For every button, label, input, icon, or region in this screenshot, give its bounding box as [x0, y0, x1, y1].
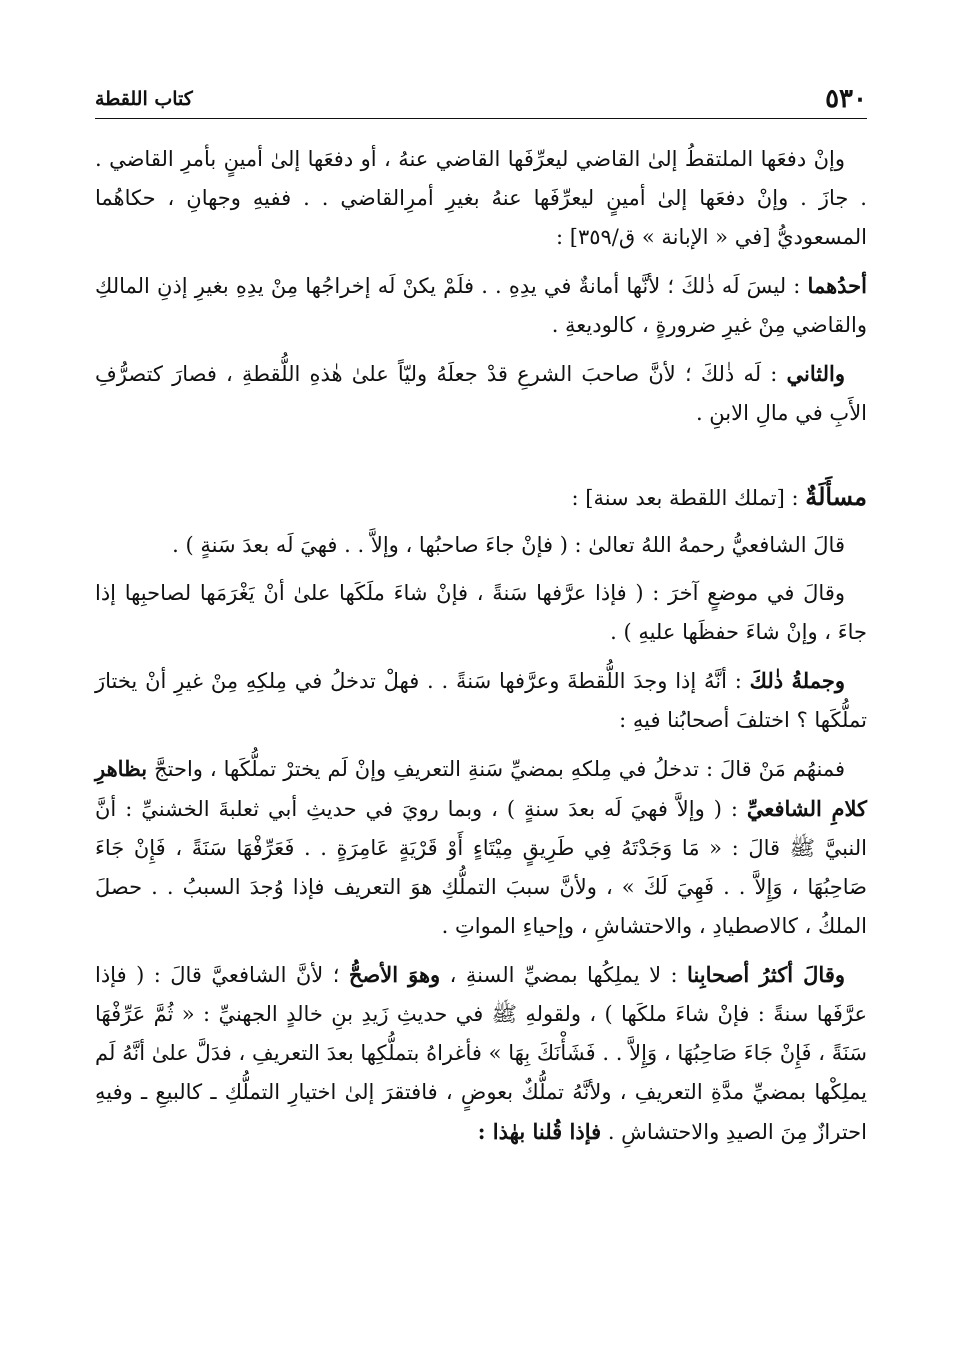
paragraph-7: [95, 749, 867, 946]
paragraph-8-text-b: ؛ لأنَّ الشافعيَّ قالَ : ( فإذا عرَّفَها سنةً : فإنْ شاءَ ملكَها ) ، ولقولهِ ﷺ في حديثِ زَيدِ بنِ خالدٍ الجهنيِّ : « ثُمَّ عَرِّفْهَا سَنَةً ، فَإِنْ جَاءَ صَاحِبُهَا ، وَإِلاَّ . . فَشَأْنَكَ بِهَا » فأغراهُ بتملُّكِها بعدَ التعريفِ ، فدَلَّ علىٰ أنَّهُ لَم يملِكْها بمضيِّ مدَّةِ التعريفِ ، ولأنَّهُ تملُّكٌ بعوضٍ ، فافتقرَ إلىٰ اختيارِ التملُّكِ ـ كالبيعِ ـ وفيهِ احترازٌ مِنَ الصيدِ والاحتشاشِ .: [95, 963, 867, 1144]
paragraph-7-text-b: : ( وإلاَّ فهيَ لَه بعدَ سنةٍ ) ، وبما رويَ في حديثِ أبي ثعلبةَ الخشنيِّ : أنَّ النبيَّ ﷺ قالَ : « مَا وَجَدْتَهُ فِي طَرِيقٍ مِيْتَاءٍ أَوْ قَرْيَةٍ عَامِرَةٍ . . فَعَرِّفْهَا سَنَةً ، فَإِنْ جَاءَ صَاحِبُهَا ، وَإِلاَّ . . فَهِيَ لَكَ » ، ولأنَّ سببَ التملُّكِ هوَ التعريف فإذا وُجدَ السببُ . . حصلَ الملكُ ، كالاصطيادِ ، والاحتشاشِ ، وإحياءِ المواتِ .: [95, 797, 868, 938]
section-heading-title: : [تملك اللقطة بعد سنة] :: [571, 486, 806, 510]
paragraph-2: [95, 266, 867, 345]
paragraph-8-bold: وهوَ الأصحُّ: [348, 962, 441, 987]
paragraph-6-text: : أنَّهُ إذا وجدَ اللُّقطةَ وعرَّفها سَنةً . . فهلْ تدخلُ في مِلكِهِ مِنْ غيرِ أنْ يختارَ تملُّكَها ؟ اختلفَ أصحابُنا فيهِ :: [95, 669, 867, 732]
book-title: كتاب اللقطة: [95, 88, 193, 110]
paragraph-6-lead: وجملةُ ذٰلكَ: [749, 668, 845, 693]
paragraph-2-lead: أحدُهما: [807, 273, 867, 298]
section-heading-word: مسأَلَةٌ: [805, 482, 867, 511]
paragraph-3: [95, 354, 867, 433]
paragraph-3-lead: والثاني: [786, 361, 845, 386]
paragraph-6: [95, 661, 867, 740]
paragraph-7-bold: بظاهرِ كلامِ الشافعيِّ: [95, 756, 867, 821]
paragraph-3-text: : لَه ذٰلكَ ؛ لأنَّ صاحبَ الشرعِ قدْ جعلَهُ وليّاً علىٰ هٰذهِ اللُّقطةِ ، فصارَ كتصرُّفِ الأَبِ في مالِ الابنِ .: [95, 362, 867, 425]
paragraph-7-text-a: فمنهُم مَنْ قالَ : تدخلُ في مِلكهِ بمضيِّ سَنةِ التعريفِ وإنْ لَم يخترْ تملُّكَها ، واحتجَّ: [147, 757, 845, 781]
paragraph-4: قالَ الشافعيُّ رحمهُ اللهُ تعالىٰ : ( فإنْ جاءَ صاحبُها ، وإلاَّ . . فهيَ لَه بعدَ سَنةٍ ) .: [172, 533, 845, 557]
page-header: [95, 78, 867, 119]
section-heading: [95, 477, 867, 518]
paragraph-8-text-a: : لا يملِكُها بمضيِّ السنةِ ،: [440, 963, 688, 987]
paragraph-8: [95, 955, 867, 1152]
page-number: ٥٣٠: [825, 84, 867, 114]
paragraph-2-text: : ليسَ لَه ذٰلكَ ؛ لأنَّها أمانةٌ في يدِهِ . . فلَمْ يكنْ لَه إخراجُها مِنْ يدِهِ بغيرِ إذنِ المالكِ والقاضي مِنْ غيرِ ضرورةٍ ، كالوديعةِ .: [95, 274, 867, 337]
page-body: [95, 140, 867, 1161]
paragraph-5: وقالَ في موضعٍ آخرَ : ( فإذا عرَّفها سَنةً ، فإنْ شاءَ ملَكَها علىٰ أنْ يَغْرَمَها لصاحبِها إذا جاءَ ، وإنْ شاءَ حفظَها عليهِ ) .: [95, 581, 867, 644]
paragraph-8-lead: وقالَ أكثرُ أصحابِنا: [687, 962, 846, 987]
paragraph-8-end: فإذا قُلنا بهٰذا :: [477, 1119, 602, 1144]
paragraph-1: وإنْ دفعَها الملتقطُ إلىٰ القاضي ليعرِّفَها القاضي عنهُ ، أو دفعَها إلىٰ أمينٍ بأمرِ القاضي . . جازَ . وإنْ دفعَها إلىٰ أمينٍ ليعرِّفَها عنهُ بغيرِ أمرِالقاضي . . ففيهِ وجهانِ ، حكاهُما المسعوديُّ [في « الإبانة » ق/٣٥٩] :: [95, 147, 867, 249]
